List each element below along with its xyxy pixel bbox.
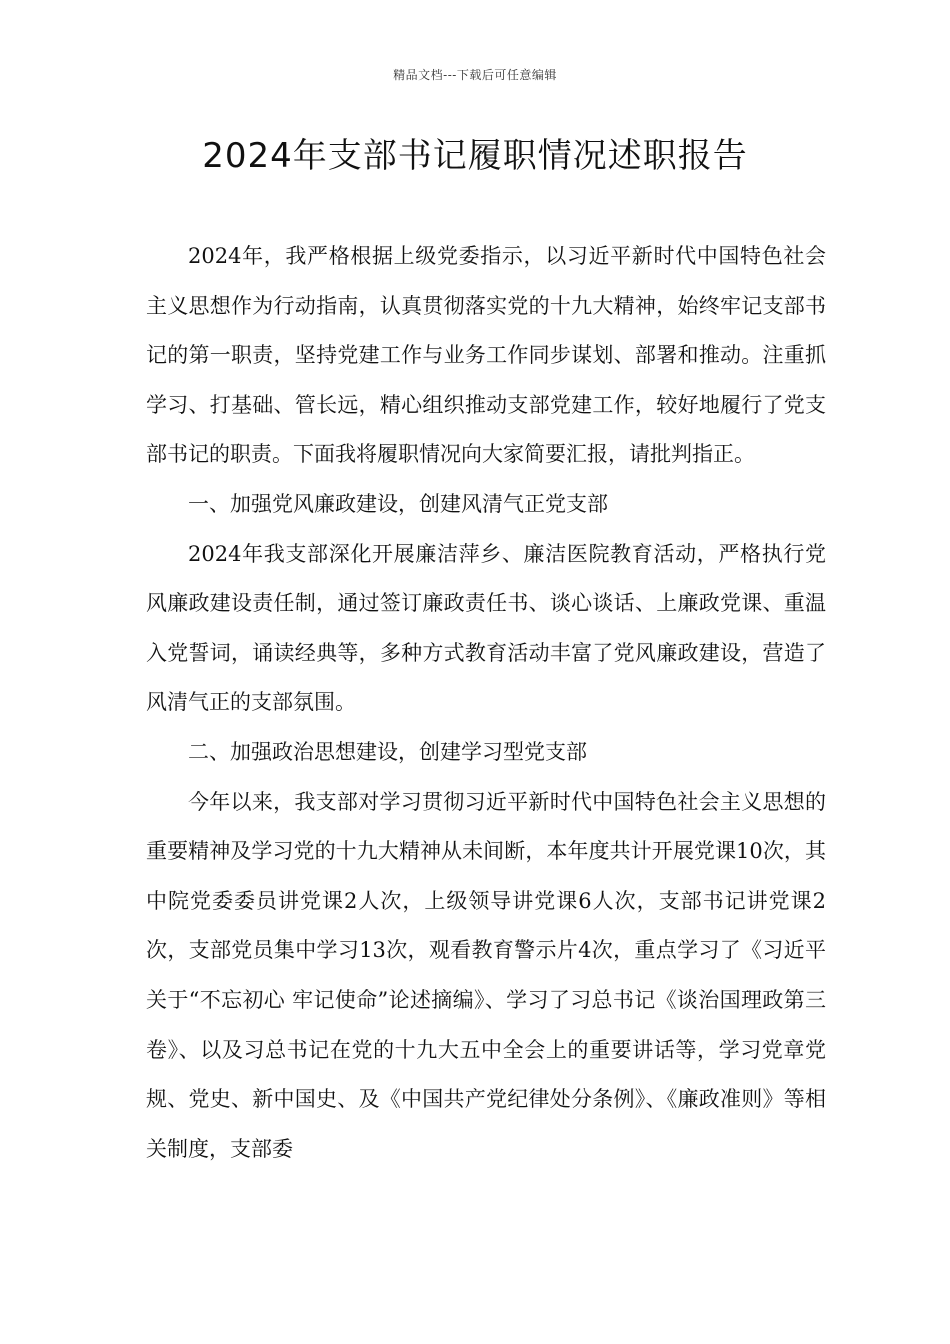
- document-body: [146, 232, 826, 1174]
- paragraph-intro: 2024年，我严格根据上级党委指示，以习近平新时代中国特色社会主义思想作为行动指南，认真贯彻落实党的十九大精神，始终牢记支部书记的第一职责，坚持党建工作与业务工作同步谋划、部署和推动。注重抓学习、打基础、管长远，精心组织推动支部党建工作，较好地履行了党支部书记的职责。下面我将履职情况向大家简要汇报，请批判指正。: [146, 244, 826, 467]
- section-heading-2: 二、加强政治思想建设，创建学习型党支部: [188, 739, 587, 764]
- paragraph-section-1: 2024年我支部深化开展廉洁萍乡、廉洁医院教育活动，严格执行党风廉政建设责任制，通过签订廉政责任书、谈心谈话、上廉政党课、重温入党誓词，诵读经典等，多种方式教育活动丰富了党风廉政建设，营造了风清气正的支部氛围。: [146, 541, 826, 715]
- section-heading-1: 一、加强党风廉政建设，创建风清气正党支部: [188, 491, 608, 516]
- document-title: 2024年支部书记履职情况述职报告: [202, 136, 748, 176]
- header-note: 精品文档---下载后可任意编辑: [393, 68, 557, 82]
- paragraph-section-2: 今年以来，我支部对学习贯彻习近平新时代中国特色社会主义思想的重要精神及学习党的十九大精神从未间断，本年度共计开展党课10次，其中院党委委员讲党课2人次，上级领导讲党课6人次，支部书记讲党课2次，支部党员集中学习13次，观看教育警示片4次，重点学习了《习近平关于“不忘初心 牢记使命”论述摘编》、学习了习总书记《谈治国理政第三卷》、以及习总书记在党的十九大五中全会上的重要讲话等，学习党章党规、党史、新中国史、及《中国共产党纪律处分条例》、《廉政准则》等相关制度，支部委: [146, 789, 826, 1161]
